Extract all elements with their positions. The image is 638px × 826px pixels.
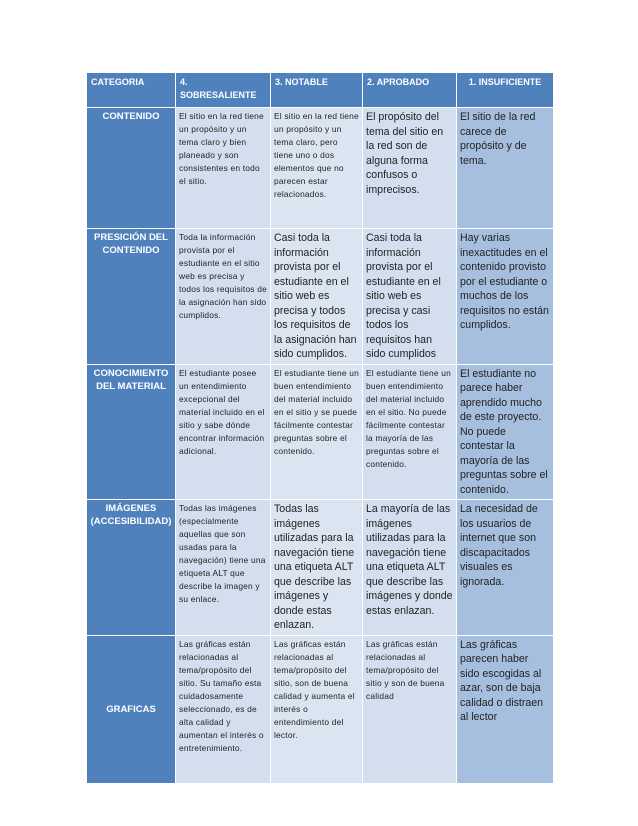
row-category: CONTENIDO [87,108,176,229]
table-row [87,108,554,229]
table-cell: La mayoría de las imágenes utilizadas para la navegación tiene una etiqueta ALT que describe las imágenes y donde estas enlazan. [363,500,457,636]
table-cell: Las gráficas están relacionadas al tema/propósito del sitio y son de buena calidad [363,635,457,783]
table-row [87,364,554,500]
table-cell: Las gráficas están relacionadas al tema/propósito del sitio. Su tamaño esta cuidadosamente seleccionado, es de alta calidad y aumentan el interés o entretenimiento. [176,635,271,783]
table-cell: Las gráficas parecen haber sido escogidas al azar, son de baja calidad o distraen al lector [457,635,554,783]
table-cell: Las gráficas están relacionadas al tema/propósito del sitio, son de buena calidad y aumenta el interés o entendimiento del lector. [271,635,363,783]
row-category: GRAFICAS [87,635,176,783]
table-row [87,635,554,783]
table-cell: Todas las imágenes utilizadas para la navegación tiene una etiqueta ALT que describe las imágenes y donde estas enlazan. [271,500,363,636]
table-cell: Toda la información provista por el estudiante en el sitio web es precisa y todos los requisitos de la asignación han sido cumplidos. [176,229,271,365]
table-cell: Todas las imágenes (especialmente aquellas que son usadas para la navegación) tiene una etiqueta ALT que describe la imagen y su enlace. [176,500,271,636]
table-cell: El estudiante posee un entendimiento excepcional del material incluido en el sitio y sabe dónde encontrar información adicional. [176,364,271,500]
table-cell: El propósito del tema del sitio en la red son de alguna forma confusos o imprecisos. [363,108,457,229]
table-cell: Casi toda la información provista por el estudiante en el sitio web es precisa y todos los requisitos de la asignación han sido cumplidos. [271,229,363,365]
table-row [87,500,554,636]
table-cell: Casi toda la información provista por el estudiante en el sitio web es precisa y casi todos los requisitos han sido cumplidos [363,229,457,365]
table-cell: El estudiante tiene un buen entendimiento del material incluido en el sitio y se puede fácilmente contestar preguntas sobre el contenido. [271,364,363,500]
row-category: CONOCIMIENTO DEL MATERIAL [87,364,176,500]
rubric-table [86,72,554,784]
table-cell: El sitio en la red tiene un propósito y un tema claro y bien planeado y son consistentes en todo el sitio. [176,108,271,229]
table-cell: El sitio en la red tiene un propósito y un tema claro, pero tiene uno o dos elementos que no parecen estar relacionados. [271,108,363,229]
table-cell: El estudiante tiene un buen entendimiento del material incluido en el sitio. No puede fácilmente contestar la mayoría de las preguntas sobre el contenido. [363,364,457,500]
header-insuficiente: 1. INSUFICIENTE [457,73,554,108]
header-categoria: CATEGORIA [87,73,176,108]
row-category: PRESICIÓN DEL CONTENIDO [87,229,176,365]
table-row [87,229,554,365]
header-row [87,73,554,108]
table-cell: La necesidad de los usuarios de internet que son discapacitados visuales es ignorada. [457,500,554,636]
table-cell: El estudiante no parece haber aprendido mucho de este proyecto. No puede contestar la mayoría de las preguntas sobre el contenido. [457,364,554,500]
table-cell: El sitio de la red carece de propósito y de tema. [457,108,554,229]
row-category: IMÁGENES (ACCESIBILIDAD) [87,500,176,636]
table-cell: Hay varias inexactitudes en el contenido provisto por el estudiante o muchos de los requisitos no están cumplidos. [457,229,554,365]
header-aprobado: 2. APROBADO [363,73,457,108]
header-notable: 3. NOTABLE [271,73,363,108]
header-sobresaliente: 4. SOBRESALIENTE [176,73,271,108]
